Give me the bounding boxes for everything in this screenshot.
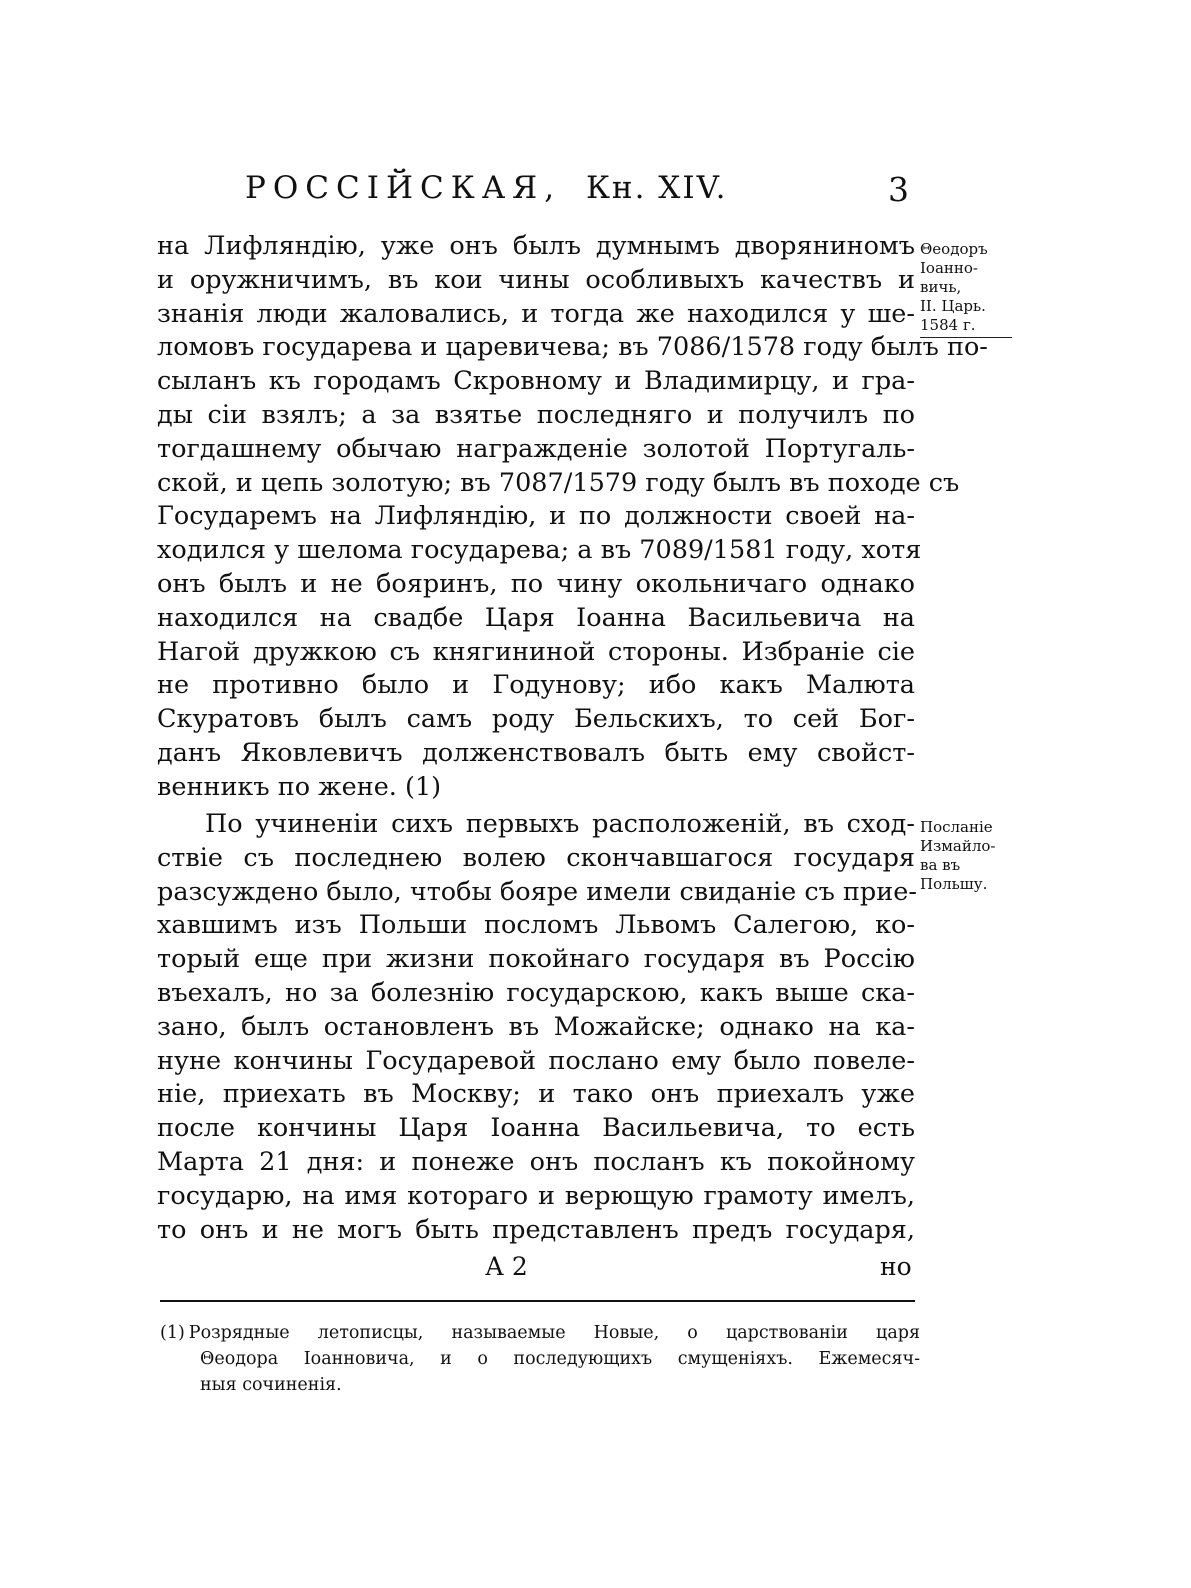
text-line: зано, былъ остановленъ въ Можайске; однако на ка- bbox=[157, 1011, 915, 1042]
footnote-line: ныя сочиненія. bbox=[200, 1375, 342, 1395]
text-line: венникъ по жене. (1) bbox=[157, 771, 442, 802]
footnote-marker: (1) bbox=[160, 1323, 185, 1343]
running-title: РОССІЙСКАЯ, bbox=[245, 170, 562, 206]
text-line: нуне кончины Государевой послано ему было повеле- bbox=[157, 1045, 915, 1076]
catchword: но bbox=[880, 1252, 912, 1281]
margin-note-line: Посланіе bbox=[920, 818, 993, 836]
margin-note-line: Измайло- bbox=[920, 837, 996, 855]
margin-note-line: вичь, bbox=[920, 278, 962, 296]
text-line: Нагой дружкою съ княгининой стороны. Избраніе сіе bbox=[157, 636, 915, 667]
text-line: ствіе съ последнею волею скончавшагося государя bbox=[157, 842, 915, 873]
footnote-line: Θеодора Іоанновича, и о последующихъ смущеніяхъ. Ежемесяч- bbox=[200, 1349, 920, 1369]
text-line: ломовъ государева и царевичева; въ 7086/1578 году былъ по- bbox=[157, 332, 988, 363]
text-line: тогдашнему обычаю награжденіе золотой Португаль- bbox=[157, 433, 915, 464]
text-line: и оружничимъ, въ кои чины особливыхъ качествъ и bbox=[157, 264, 915, 295]
text-line: въехалъ, но за болезнію государскою, какъ выше ска- bbox=[157, 977, 915, 1008]
text-line: Скуратовъ былъ самъ роду Бельскихъ, то сей Бог- bbox=[157, 704, 915, 735]
margin-note-line: ва въ bbox=[920, 856, 961, 874]
running-head bbox=[245, 170, 727, 206]
text-line: ходился у шелома государева; а въ 7089/1581 году, хотя bbox=[157, 535, 922, 566]
text-line: после кончины Царя Іоанна Васильевича, то есть bbox=[157, 1113, 915, 1144]
text-line: государю, на имя котораго и верющую грамоту имелъ, bbox=[157, 1180, 915, 1211]
footnote-text: Розрядные летописцы, называемые Новые, о царствованіи царя bbox=[188, 1323, 920, 1343]
margin-note-embassy bbox=[920, 818, 1020, 894]
margin-note-underline bbox=[920, 337, 1012, 338]
margin-note-line: Польшу. bbox=[920, 875, 988, 893]
text-line: на Лифляндію, уже онъ былъ думнымъ дворяниномъ bbox=[157, 231, 915, 261]
margin-note-feodor bbox=[920, 240, 1020, 338]
text-line: разсуждено было, чтобы бояре имели свиданіе съ прие- bbox=[157, 876, 917, 907]
text-line: не противно было и Годунову; ибо какъ Малюта bbox=[157, 670, 915, 701]
text-line: находился на свадбе Царя Іоанна Васильевича на bbox=[157, 602, 915, 633]
footnote bbox=[160, 1320, 920, 1398]
text-line: знанія люди жаловались, и тогда же находился у ше- bbox=[157, 298, 915, 329]
text-line: Марта 21 дня: и понеже онъ посланъ къ покойному bbox=[157, 1146, 915, 1177]
text-line: данъ Яковлевичъ долженствовалъ быть ему свойст- bbox=[157, 737, 915, 768]
text-line: ской, и цепь золотую; въ 7087/1579 году былъ въ походе съ bbox=[157, 467, 960, 498]
text-line: Государемъ на Лифляндію, и по должности своей на- bbox=[157, 501, 915, 532]
footnote-divider bbox=[160, 1300, 915, 1302]
text-line: то онъ и не могъ быть представленъ предъ государя, bbox=[157, 1214, 915, 1245]
text-line: сыланъ къ городамъ Скровному и Владимирцу, и гра- bbox=[157, 366, 915, 397]
signature-mark: А 2 bbox=[485, 1252, 528, 1281]
text-line: По учиненіи сихъ первыхъ расположеній, въ сход- bbox=[205, 809, 915, 839]
margin-note-line: II. Царь. bbox=[920, 297, 986, 315]
text-line: хавшимъ изъ Польши посломъ Львомъ Салегою, ко- bbox=[157, 910, 915, 941]
text-line: торый еще при жизни покойнаго государя въ Россію bbox=[157, 944, 915, 975]
page-number: 3 bbox=[888, 170, 909, 209]
footnote-line bbox=[160, 1320, 920, 1346]
margin-note-line: Θеодоръ bbox=[920, 240, 988, 258]
text-line: онъ былъ и не бояринъ, по чину окольничаго однако bbox=[157, 568, 915, 599]
margin-note-line: 1584 г. bbox=[920, 316, 976, 334]
margin-note-line: Іоанно- bbox=[920, 259, 978, 277]
paragraph-2 bbox=[157, 808, 915, 1247]
text-line: ніе, приехать въ Москву; и тако онъ приехалъ уже bbox=[157, 1079, 915, 1110]
text-line: ды сіи взялъ; а за взятье последняго и получилъ по bbox=[157, 399, 915, 430]
book-number: Кн. XIV. bbox=[585, 170, 728, 206]
